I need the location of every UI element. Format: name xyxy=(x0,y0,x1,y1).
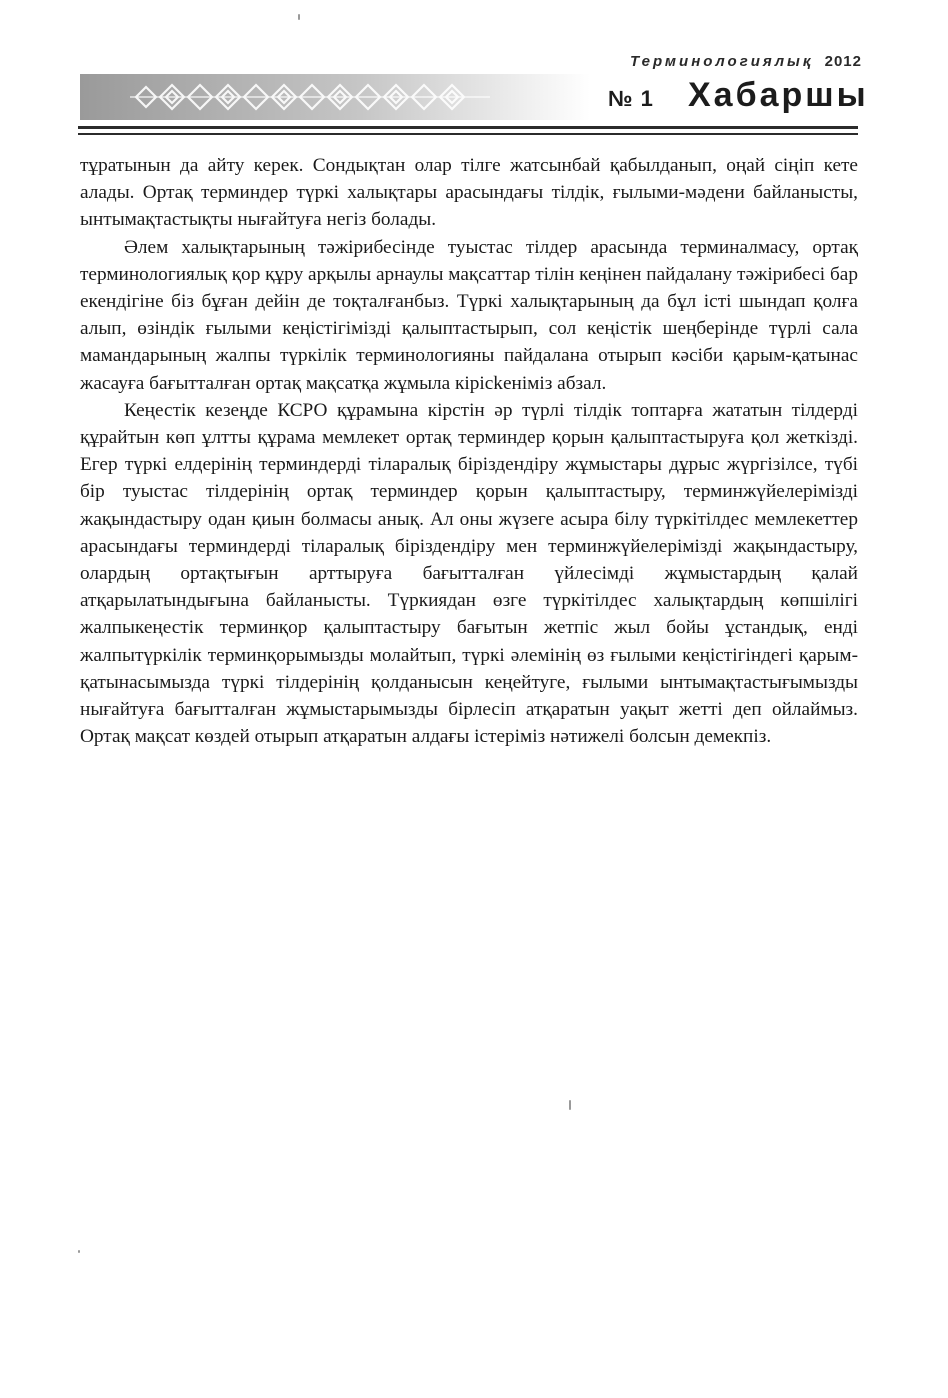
paragraph-1: тұратынын да айту керек. Сондықтан олар тілге жатсынбай қабылданып, оңай сіңіп кете алады. Ортақ терминдер түркі халықтары арасындағы тілдік, ғылыми-мәдени байланысты, ынтымақтастықты нығайтуға негіз болады. xyxy=(80,155,858,231)
header-title: Хабаршы xyxy=(688,76,869,114)
header-ornament-band xyxy=(80,74,590,120)
journal-name xyxy=(630,53,862,70)
header-rule-thick xyxy=(78,126,858,129)
journal-year: 2012 xyxy=(824,53,862,70)
journal-title: Терминологиялық xyxy=(630,53,814,70)
scan-speck xyxy=(569,1100,571,1110)
article-body xyxy=(80,152,858,750)
scan-speck xyxy=(78,1250,80,1253)
paragraph-2: Әлем халықтарының тәжірибесінде туыстас тілдер арасында терминалмасу, ортақ терминологиялық қор құру арқылы арнаулы мақсаттар тілін кеңінен пайдалану тәжірибесі бар екендігіне біз бұған дейін де тоқталғанбыз. Түркі халықтарының да бұл істі шындап қолға алып, өзіндік ғылыми кеңістігімізді қалыптастырып, сол кеңістік шеңберінде түрлі сала мамандарының жалпы түркілік терминологияны пайдалана отырып кәсіби қарым-қатынас жасауға бағытталған ортақ мақсатқа жұмыла кірісkенiміз абзал. xyxy=(80,236,858,394)
ornament-pattern-icon xyxy=(130,78,490,116)
header-rule-thin xyxy=(78,133,858,135)
paragraph-3: Кеңестік кезеңде КСРО құрамына кірстін әр түрлі тілдік топтарға жататын тілдерді құрайтын көп ұлтты құрама мемлекет ортақ терминдер қорын қалыптастыруға қол жеткізді. Егер түркі елдерінің терминдерді тіларалық біріздендіру жұмыстары дұрыс жүргізілсе, түбі бір туыстас тілдерінің ортақ терминдер қорын қалыптастыру, терминжүйелерімізді жақындастыру одан қиын болмасы анық. Ал оны жүзеге асыра білу түркітілдес мемлекеттер арасындағы терминдерді тіларалық біріздендіру мен терминжүйелерімізді жақындастыру, олардың ортақтығын арттыруға бағытталған үйлесімді жұмыстардың қалай атқарылатындығына байланысты. Түркиядан өзге түркітілдес халықтардың көпшілігі жалпыкеңестік терминқор қалыптастыру бағытын жетпіс жыл бойы ұстандық, енді жалпытүркілік терминқорымызды молайтып, түркі әлемінің өз ғылыми кеңістігіндегі қарым-қатынасымызда түркі тілдерінің қолданысын кеңейтуге, ғылыми ынтымақтастығымызды нығайтуға бағытталған жұмыстарымызды бірлесіп атқаратын уақыт жетті деп ойлаймыз. Ортақ мақсат көздей отырып атқаратын алдағы істеріміз нәтижелі болсын демекпіз. xyxy=(80,399,858,748)
issue-number: № 1 xyxy=(608,86,654,111)
scan-speck xyxy=(298,14,300,20)
